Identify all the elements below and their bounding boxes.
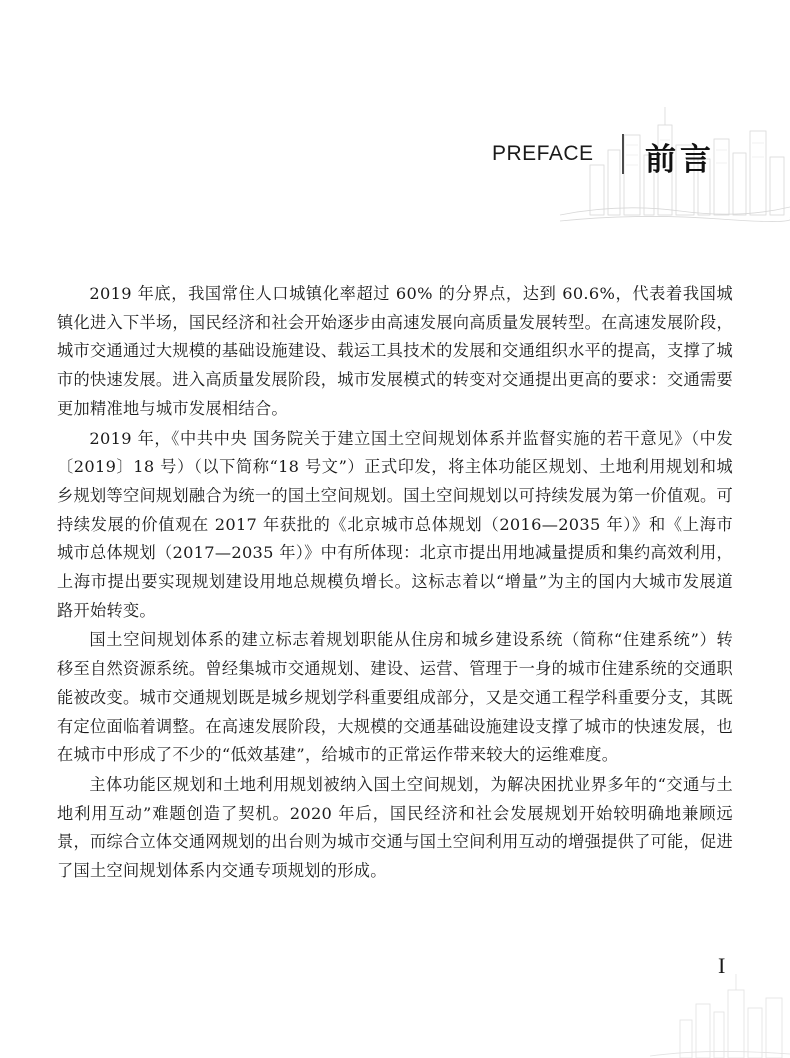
header-divider: [622, 134, 624, 174]
paragraph-3: 国土空间规划体系的建立标志着规划职能从住房和城乡建设系统（简称“住建系统”）转移至自然资源系统。曾经集城市交通规划、建设、运营、管理于一身的城市住建系统的交通职能被改变。城市交通规划既是城乡规划学科重要组成部分，又是交通工程学科重要分支，其既有定位面临着调整。在高速发展阶段，大规模的交通基础设施建设支撑了城市的快速发展，也在城市中形成了不少的“低效基建”，给城市的正常运作带来较大的运维难度。: [57, 630, 733, 765]
page-number: I: [718, 953, 726, 978]
paragraph-1: 2019 年底，我国常住人口城镇化率超过 60% 的分界点，达到 60.6%，代表着我国城镇化进入下半场，国民经济和社会开始逐步由高速发展向高质量发展转型。在高速发展阶段，城市交通通过大规模的基础设施建设、载运工具技术的发展和交通组织水平的提高，支撑了城市的快速发展。进入高质量发展阶段，城市发展模式的转变对交通提出更高的要求：交通需要更加精准地与城市发展相结合。: [57, 284, 733, 418]
paragraph-2: 2019 年，《中共中央 国务院关于建立国土空间规划体系并监督实施的若干意见》（中发〔2019〕18 号）（以下简称“18 号文”）正式印发，将主体功能区规划、土地利用规划和城乡规划等空间规划融合为统一的国土空间规划。国土空间规划以可持续发展为第一价值观。可持续发展的价值观在 2017 年获批的《北京城市总体规划（2016—2035 年）》和《上海市城市总体规划（2017—2035 年）》中有所体现：北京市提出用地减量提质和集约高效利用，上海市提出要实现规划建设用地总规模负增长。这标志着以“增量”为主的国内大城市发展道路开始转变。: [57, 428, 733, 620]
cityscape-footer-illustration: [560, 960, 790, 1058]
preface-body: [57, 280, 733, 887]
header-title-zh: 前言: [645, 142, 715, 178]
paragraph-4: 主体功能区规划和土地利用规划被纳入国土空间规划，为解决困扰业界多年的“交通与土地利用互动”难题创造了契机。2020 年后，国民经济和社会发展规划开始较明确地兼顾远景，而综合立体交通网规划的出台则为城市交通与国土空间利用互动的增强提供了可能，促进了国土空间规划体系内交通专项规划的形成。: [57, 774, 733, 881]
page-header: [0, 128, 790, 188]
header-title-en: PREFACE: [492, 142, 594, 165]
